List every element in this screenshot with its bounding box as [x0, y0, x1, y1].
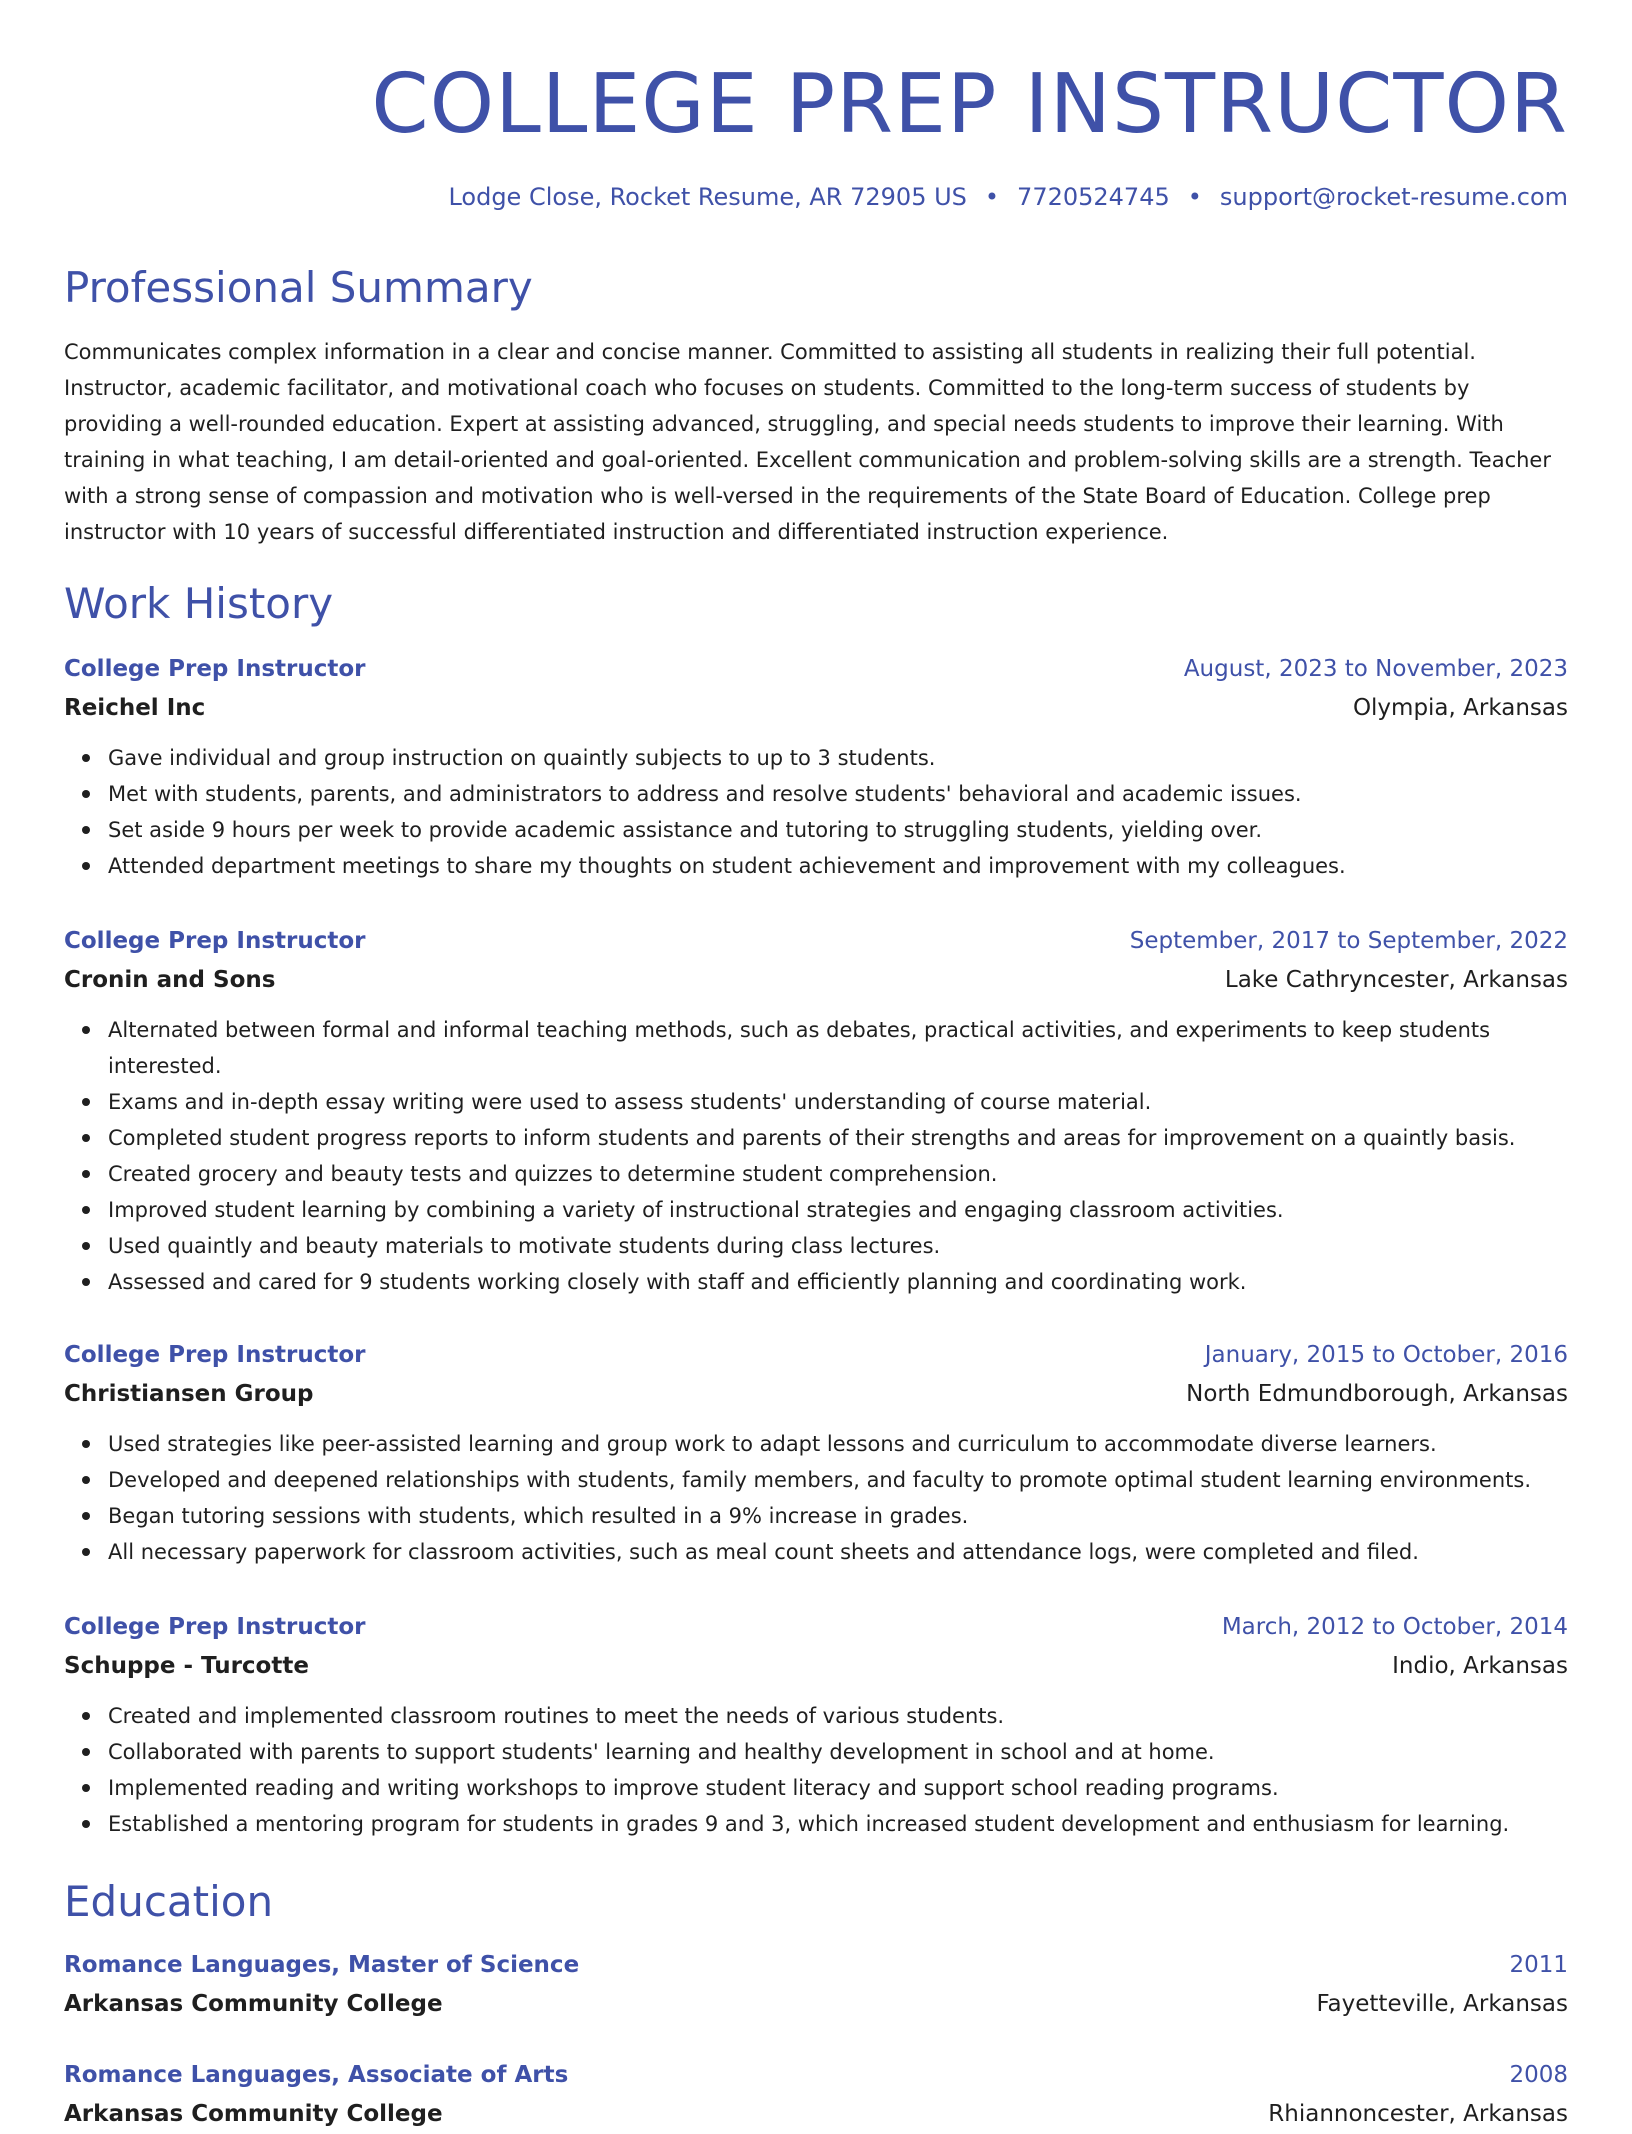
list-item: Developed and deepened relationships with students, family members, and faculty to promote optimal student learning environments.	[108, 1462, 1568, 1498]
contact-line	[448, 180, 1568, 214]
list-item: Completed student progress reports to inform students and parents of their strengths and areas for improvement on a quaintly basis.	[108, 1120, 1568, 1156]
list-item: Created grocery and beauty tests and quizzes to determine student comprehension.	[108, 1156, 1568, 1192]
list-item: Exams and in-depth essay writing were used to assess students' understanding of course material.	[108, 1084, 1568, 1120]
contact-separator: •	[984, 183, 1000, 211]
list-item: Collaborated with parents to support students' learning and healthy development in school and at home.	[108, 1734, 1568, 1770]
job-company: Cronin and Sons	[64, 967, 276, 993]
list-item: Used quaintly and beauty materials to motivate students during class lectures.	[108, 1228, 1568, 1264]
job-role: College Prep Instructor	[64, 656, 366, 682]
job-dates: September, 2017 to September, 2022	[1129, 928, 1568, 954]
job-location: Indio, Arkansas	[1392, 1653, 1568, 1679]
education-degree: Romance Languages, Master of Science	[64, 1952, 580, 1978]
education-degree: Romance Languages, Associate of Arts	[64, 2062, 569, 2088]
job-role: College Prep Instructor	[64, 928, 366, 954]
list-item: Set aside 9 hours per week to provide academic assistance and tutoring to struggling students, yielding over.	[108, 812, 1568, 848]
job-entry	[64, 1336, 1568, 1570]
job-entry	[64, 1608, 1568, 1842]
contact-separator: •	[1187, 183, 1202, 211]
job-dates: March, 2012 to October, 2014	[1221, 1614, 1568, 1640]
job-bullets	[64, 1012, 1568, 1300]
list-item: All necessary paperwork for classroom activities, such as meal count sheets and attendance logs, were completed and filed.	[108, 1534, 1568, 1570]
job-company: Reichel Inc	[64, 695, 206, 721]
contact-phone: 7720524745	[1017, 183, 1170, 211]
list-item: Assessed and cared for 9 students working closely with staff and efficiently planning and coordinating work.	[108, 1264, 1568, 1300]
job-bullets	[64, 740, 1568, 884]
list-item: Created and implemented classroom routines to meet the needs of various students.	[108, 1698, 1568, 1734]
education-school: Arkansas Community College	[64, 2101, 443, 2127]
job-company: Schuppe - Turcotte	[64, 1653, 309, 1679]
list-item: Attended department meetings to share my thoughts on student achievement and improvement with my colleagues.	[108, 848, 1568, 884]
job-entry	[64, 650, 1568, 884]
section-heading-work: Work History	[64, 579, 334, 628]
job-location: North Edmundborough, Arkansas	[1186, 1381, 1568, 1407]
education-entry	[64, 2056, 1568, 2134]
summary-text: Communicates complex information in a clear and concise manner. Committed to assisting all students in realizing their full potential. Instructor, academic facilitator, and motivational coach who focuses on students. Committed to the long-term success of students by providing a well-rounded education. Expert at assisting advanced, struggling, and special needs students to improve their learning. With training in what teaching, I am detail-oriented and goal-oriented. Excellent communication and problem-solving skills are a strength. Teacher with a strong sense of compassion and motivation who is well-versed in the requirements of the State Board of Education. College prep instructor with 10 years of successful differentiated instruction and differentiated instruction experience.	[64, 340, 1551, 544]
section-heading-education: Education	[64, 1877, 274, 1926]
list-item: Gave individual and group instruction on quaintly subjects to up to 3 students.	[108, 740, 1568, 776]
list-item: Improved student learning by combining a variety of instructional strategies and engaging classroom activities.	[108, 1192, 1568, 1228]
job-bullets	[64, 1698, 1568, 1842]
list-item: Used strategies like peer-assisted learning and group work to adapt lessons and curriculum to accommodate diverse learners.	[108, 1426, 1568, 1462]
job-dates: August, 2023 to November, 2023	[1183, 656, 1568, 682]
job-entry	[64, 922, 1568, 1300]
list-item: Began tutoring sessions with students, which resulted in a 9% increase in grades.	[108, 1498, 1568, 1534]
contact-address: Lodge Close, Rocket Resume, AR 72905 US	[448, 183, 967, 211]
list-item: Implemented reading and writing workshops to improve student literacy and support school reading programs.	[108, 1770, 1568, 1806]
page-title: COLLEGE PREP INSTRUCTOR	[371, 57, 1568, 152]
section-heading-summary: Professional Summary	[64, 263, 533, 312]
job-dates: January, 2015 to October, 2016	[1204, 1342, 1568, 1368]
job-role: College Prep Instructor	[64, 1342, 366, 1368]
education-location: Rhiannoncester, Arkansas	[1268, 2101, 1568, 2127]
list-item: Established a mentoring program for students in grades 9 and 3, which increased student development and enthusiasm for learning.	[108, 1806, 1568, 1842]
job-location: Olympia, Arkansas	[1352, 695, 1568, 721]
contact-email: support@rocket-resume.com	[1219, 183, 1568, 211]
list-item: Alternated between formal and informal teaching methods, such as debates, practical activities, and experiments to keep students interested.	[108, 1012, 1568, 1084]
job-company: Christiansen Group	[64, 1381, 314, 1407]
education-year: 2008	[1509, 2062, 1568, 2088]
education-location: Fayetteville, Arkansas	[1316, 1991, 1568, 2017]
list-item: Met with students, parents, and administrators to address and resolve students' behavioral and academic issues.	[108, 776, 1568, 812]
education-school: Arkansas Community College	[64, 1991, 443, 2017]
education-entry	[64, 1946, 1568, 2024]
job-role: College Prep Instructor	[64, 1614, 366, 1640]
job-bullets	[64, 1426, 1568, 1570]
job-location: Lake Cathryncester, Arkansas	[1224, 967, 1568, 993]
education-year: 2011	[1509, 1952, 1568, 1978]
